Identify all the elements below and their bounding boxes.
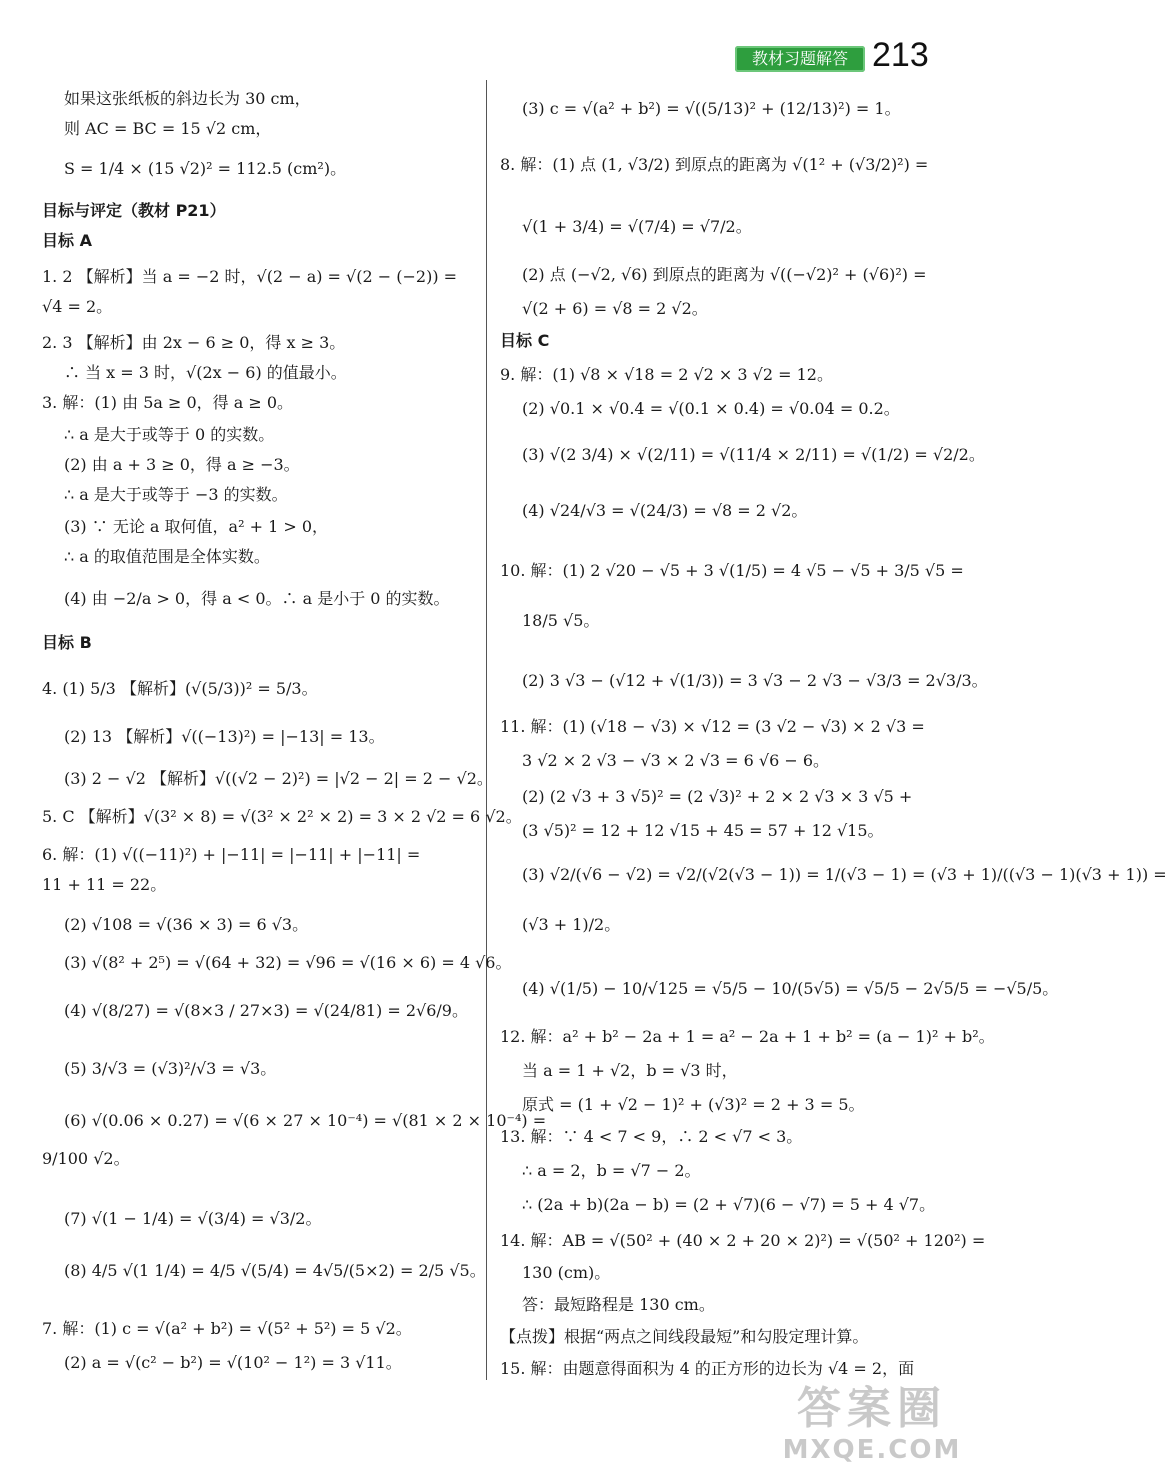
- text-line: 如果这张纸板的斜边长为 30 cm，: [64, 89, 311, 108]
- text-line: (4) √24/√3 = √(24/3) = √8 = 2 √2。: [522, 501, 808, 520]
- text-line: 当 a = 1 + √2，b = √3 时，: [522, 1061, 738, 1080]
- text-line: (3) 2 − √2 【解析】√((√2 − 2)²) = |√2 − 2| = 2 − √2。: [64, 769, 493, 788]
- section-heading: 目标 B: [42, 633, 92, 652]
- text-line: 2. 3 【解析】由 2x − 6 ≥ 0，得 x ≥ 3。: [42, 333, 346, 352]
- text-line: 12. 解：a² + b² − 2a + 1 = a² − 2a + 1 + b² = (a − 1)² + b²。: [500, 1027, 995, 1046]
- text-line: (2) 13 【解析】√((−13)²) = |−13| = 13。: [64, 727, 385, 746]
- text-line: (2) 3 √3 − (√12 + √(1/3)) = 3 √3 − 2 √3 − √3/3 = 2√3/3。: [522, 671, 988, 690]
- text-line: 14. 解：AB = √(50² + (40 × 2 + 20 × 2)²) = √(50² + 120²) =: [500, 1231, 986, 1250]
- text-line: (2) (2 √3 + 3 √5)² = (2 √3)² + 2 × 2 √3 × 3 √5 +: [522, 787, 913, 806]
- text-line: (7) √(1 − 1/4) = √(3/4) = √3/2。: [64, 1209, 322, 1228]
- section-heading: 目标 A: [42, 231, 92, 250]
- section-heading: 目标 C: [500, 331, 550, 350]
- text-line: (2) √108 = √(36 × 3) = 6 √3。: [64, 915, 309, 934]
- text-line: 13. 解：∵ 4 < 7 < 9，∴ 2 < √7 < 3。: [500, 1127, 803, 1146]
- text-line: (3) √(2 3/4) × √(2/11) = √(11/4 × 2/11) = √(1/2) = √2/2。: [522, 445, 985, 464]
- text-line: 10. 解：(1) 2 √20 − √5 + 3 √(1/5) = 4 √5 − √5 + 3/5 √5 =: [500, 561, 964, 580]
- text-line: √4 = 2。: [42, 297, 113, 316]
- section-heading: 目标与评定（教材 P21）: [42, 201, 226, 220]
- text-line: (3) √2/(√6 − √2) = √2/(√2(√3 − 1)) = 1/(√3 − 1) = (√3 + 1)/((√3 − 1)(√3 + 1)) =: [522, 865, 1167, 884]
- watermark-text: 答案圈: [797, 1383, 947, 1434]
- text-line: √(1 + 3/4) = √(7/4) = √7/2。: [522, 217, 752, 236]
- text-line: (4) √(8/27) = √(8×3 / 27×3) = √(24/81) = 2√6/9。: [64, 1001, 468, 1020]
- text-line: 原式 = (1 + √2 − 1)² + (√3)² = 2 + 3 = 5。: [522, 1095, 865, 1114]
- text-line: (√3 + 1)/2。: [522, 915, 621, 934]
- section-badge: 教材习题解答: [735, 46, 865, 72]
- page-header: [0, 36, 1000, 82]
- text-line: (6) √(0.06 × 0.27) = √(6 × 27 × 10⁻⁴) = √(81 × 2 × 10⁻⁴) =: [64, 1111, 547, 1130]
- text-line: 则 AC = BC = 15 √2 cm，: [64, 119, 272, 138]
- watermark-logo: [752, 1383, 992, 1473]
- text-line: 15. 解：由题意得面积为 4 的正方形的边长为 √4 = 2，面: [500, 1359, 915, 1378]
- text-line: (3 √5)² = 12 + 12 √15 + 45 = 57 + 12 √15。: [522, 821, 884, 840]
- watermark-url: MXQE.COM: [782, 1435, 962, 1465]
- text-line: 11 + 11 = 22。: [42, 875, 167, 894]
- text-line: (4) 由 −2/a > 0，得 a < 0。∴ a 是小于 0 的实数。: [64, 589, 450, 608]
- text-line: 3. 解：(1) 由 5a ≥ 0，得 a ≥ 0。: [42, 393, 294, 412]
- text-line: √(2 + 6) = √8 = 2 √2。: [522, 299, 708, 318]
- text-line: 9/100 √2。: [42, 1149, 130, 1168]
- text-line: 18/5 √5。: [522, 611, 600, 630]
- text-line: (2) √0.1 × √0.4 = √(0.1 × 0.4) = √0.04 = 0.2。: [522, 399, 900, 418]
- text-line: (8) 4/5 √(1 1/4) = 4/5 √(5/4) = 4√5/(5×2) = 2/5 √5。: [64, 1261, 486, 1280]
- text-line: S = 1/4 × (15 √2)² = 112.5 (cm²)。: [64, 159, 347, 178]
- text-line: 5. C 【解析】√(3² × 8) = √(3² × 2² × 2) = 3 × 2 √2 = 6 √2。: [42, 807, 522, 826]
- text-line: ∴ a 是大于或等于 0 的实数。: [64, 425, 275, 444]
- column-divider: [486, 80, 487, 1380]
- text-line: 8. 解：(1) 点 (1, √3/2) 到原点的距离为 √(1² + (√3/2)²) =: [500, 155, 929, 174]
- text-line: (3) c = √(a² + b²) = √((5/13)² + (12/13)²) = 1。: [522, 99, 901, 118]
- text-line: (3) ∵ 无论 a 取何值，a² + 1 > 0，: [64, 517, 329, 536]
- text-line: 6. 解：(1) √((−11)²) + |−11| = |−11| + |−11| =: [42, 845, 421, 864]
- text-line: 【点拨】根据“两点之间线段最短”和勾股定理计算。: [500, 1327, 869, 1346]
- text-line: ∴ (2a + b)(2a − b) = (2 + √7)(6 − √7) = 5 + 4 √7。: [522, 1195, 936, 1214]
- text-line: (2) 点 (−√2, √6) 到原点的距离为 √((−√2)² + (√6)²) =: [522, 265, 927, 284]
- text-line: 4. (1) 5/3 【解析】(√(5/3))² = 5/3。: [42, 679, 318, 698]
- text-line: (3) √(8² + 2⁵) = √(64 + 32) = √96 = √(16 × 6) = 4 √6。: [64, 953, 512, 972]
- text-line: 答：最短路程是 130 cm。: [522, 1295, 715, 1314]
- text-line: (2) 由 a + 3 ≥ 0，得 a ≥ −3。: [64, 455, 300, 474]
- text-line: 1. 2 【解析】当 a = −2 时，√(2 − a) = √(2 − (−2)) =: [42, 267, 458, 286]
- text-line: (5) 3/√3 = (√3)²/√3 = √3。: [64, 1059, 277, 1078]
- text-line: ∴ a 是大于或等于 −3 的实数。: [64, 485, 288, 504]
- text-line: ∴ a = 2，b = √7 − 2。: [522, 1161, 701, 1180]
- text-line: 9. 解：(1) √8 × √18 = 2 √2 × 3 √2 = 12。: [500, 365, 833, 384]
- text-line: ∴ 当 x = 3 时，√(2x − 6) 的值最小。: [64, 363, 347, 382]
- text-line: 130 (cm)。: [522, 1263, 611, 1282]
- text-line: 7. 解：(1) c = √(a² + b²) = √(5² + 5²) = 5 √2。: [42, 1319, 412, 1338]
- text-line: ∴ a 的取值范围是全体实数。: [64, 547, 270, 566]
- text-line: (2) a = √(c² − b²) = √(10² − 1²) = 3 √11。: [64, 1353, 402, 1372]
- text-line: (4) √(1/5) − 10/√125 = √5/5 − 10/(5√5) = √5/5 − 2√5/5 = −√5/5。: [522, 979, 1059, 998]
- page-number: 213: [872, 36, 929, 74]
- text-line: 11. 解：(1) (√18 − √3) × √12 = (3 √2 − √3) × 2 √3 =: [500, 717, 925, 736]
- text-line: 3 √2 × 2 √3 − √3 × 2 √3 = 6 √6 − 6。: [522, 751, 830, 770]
